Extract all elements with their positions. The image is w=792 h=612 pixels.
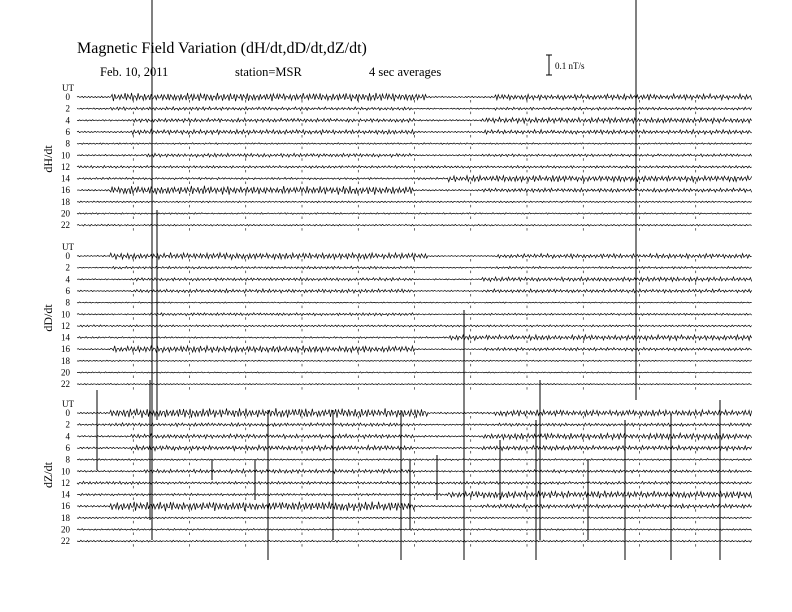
row-label: 22 [61,536,70,547]
row-label: 6 [65,442,70,453]
panel-ylabel: dH/dt [41,145,55,173]
row-label: 8 [65,297,70,308]
trace-dz-dt-20 [77,529,752,531]
row-label: 14 [61,489,70,500]
trace-dz-dt-12 [77,481,752,484]
trace-dh-dt-14 [77,175,752,182]
row-label: 16 [61,501,70,512]
trace-dz-dt-2 [77,423,752,427]
row-label: 0 [65,408,70,418]
trace-dd-dt-20 [77,372,752,373]
trace-dh-dt-2 [77,107,752,111]
row-label: 10 [61,150,70,161]
trace-dh-dt-20 [77,213,752,215]
averaging-label: 4 sec averages [369,65,442,79]
trace-dd-dt-14 [77,335,752,340]
trace-dz-dt-18 [77,517,752,519]
scale-bar-label: 0.1 nT/s [555,61,585,71]
trace-dh-dt-6 [77,129,752,134]
row-label: 4 [65,115,70,126]
trace-dz-dt-14 [77,491,752,499]
row-label: 22 [61,379,70,390]
row-label: 12 [61,477,70,488]
row-label: 10 [61,466,70,477]
trace-dz-dt-6 [77,445,752,451]
trace-dd-dt-6 [77,289,752,293]
row-label: 22 [61,220,70,231]
row-label: 12 [61,320,70,331]
trace-dh-dt-18 [77,201,752,203]
station-label: station=MSR [235,65,302,79]
trace-dd-dt-2 [77,266,752,269]
row-label: 6 [65,285,70,296]
trace-dh-dt-0 [77,93,752,101]
date-label: Feb. 10, 2011 [100,65,169,79]
row-label: 0 [65,251,70,261]
trace-dh-dt-22 [77,224,752,226]
ut-label: UT [62,399,74,409]
chart-title: Magnetic Field Variation (dH/dt,dD/dt,dZ/dt) [77,40,367,57]
row-label: 6 [65,126,70,137]
trace-dh-dt-8 [77,143,752,145]
row-label: 20 [61,524,70,535]
panel-ylabel: dZ/dt [41,462,55,488]
trace-dd-dt-12 [77,325,752,327]
row-label: 16 [61,344,70,355]
trace-dd-dt-4 [77,277,752,282]
trace-dd-dt-8 [77,302,752,303]
panel-dz-dt [41,399,752,547]
row-label: 16 [61,185,70,196]
row-label: 8 [65,138,70,149]
trace-dz-dt-8 [77,459,752,461]
row-label: 8 [65,454,70,465]
row-label: 14 [61,173,70,184]
row-label: 18 [61,196,70,207]
row-label: 4 [65,431,70,442]
row-label: 20 [61,208,70,219]
trace-dd-dt-22 [77,383,752,384]
scale-bar [546,55,552,75]
trace-dd-dt-10 [77,313,752,316]
row-label: 2 [65,419,70,430]
trace-dz-dt-22 [77,540,752,542]
ut-label: UT [62,83,74,93]
row-label: 12 [61,161,70,172]
trace-dd-dt-0 [77,253,752,260]
row-label: 2 [65,262,70,273]
trace-dh-dt-10 [77,153,752,157]
panel-dd-dt [41,242,752,390]
row-label: 14 [61,332,70,343]
row-label: 4 [65,274,70,285]
row-label: 18 [61,355,70,366]
row-label: 20 [61,367,70,378]
row-label: 10 [61,309,70,320]
trace-dz-dt-4 [77,433,752,440]
row-label: 2 [65,103,70,114]
panel-dh-dt [41,83,752,231]
row-label: 0 [65,92,70,102]
panel-ylabel: dD/dt [41,304,55,332]
trace-dd-dt-18 [77,360,752,361]
ut-label: UT [62,242,74,252]
trace-dd-dt-16 [77,346,752,353]
trace-dz-dt-10 [77,469,752,473]
trace-dh-dt-12 [77,166,752,169]
row-label: 18 [61,512,70,523]
trace-dh-dt-4 [77,117,752,123]
